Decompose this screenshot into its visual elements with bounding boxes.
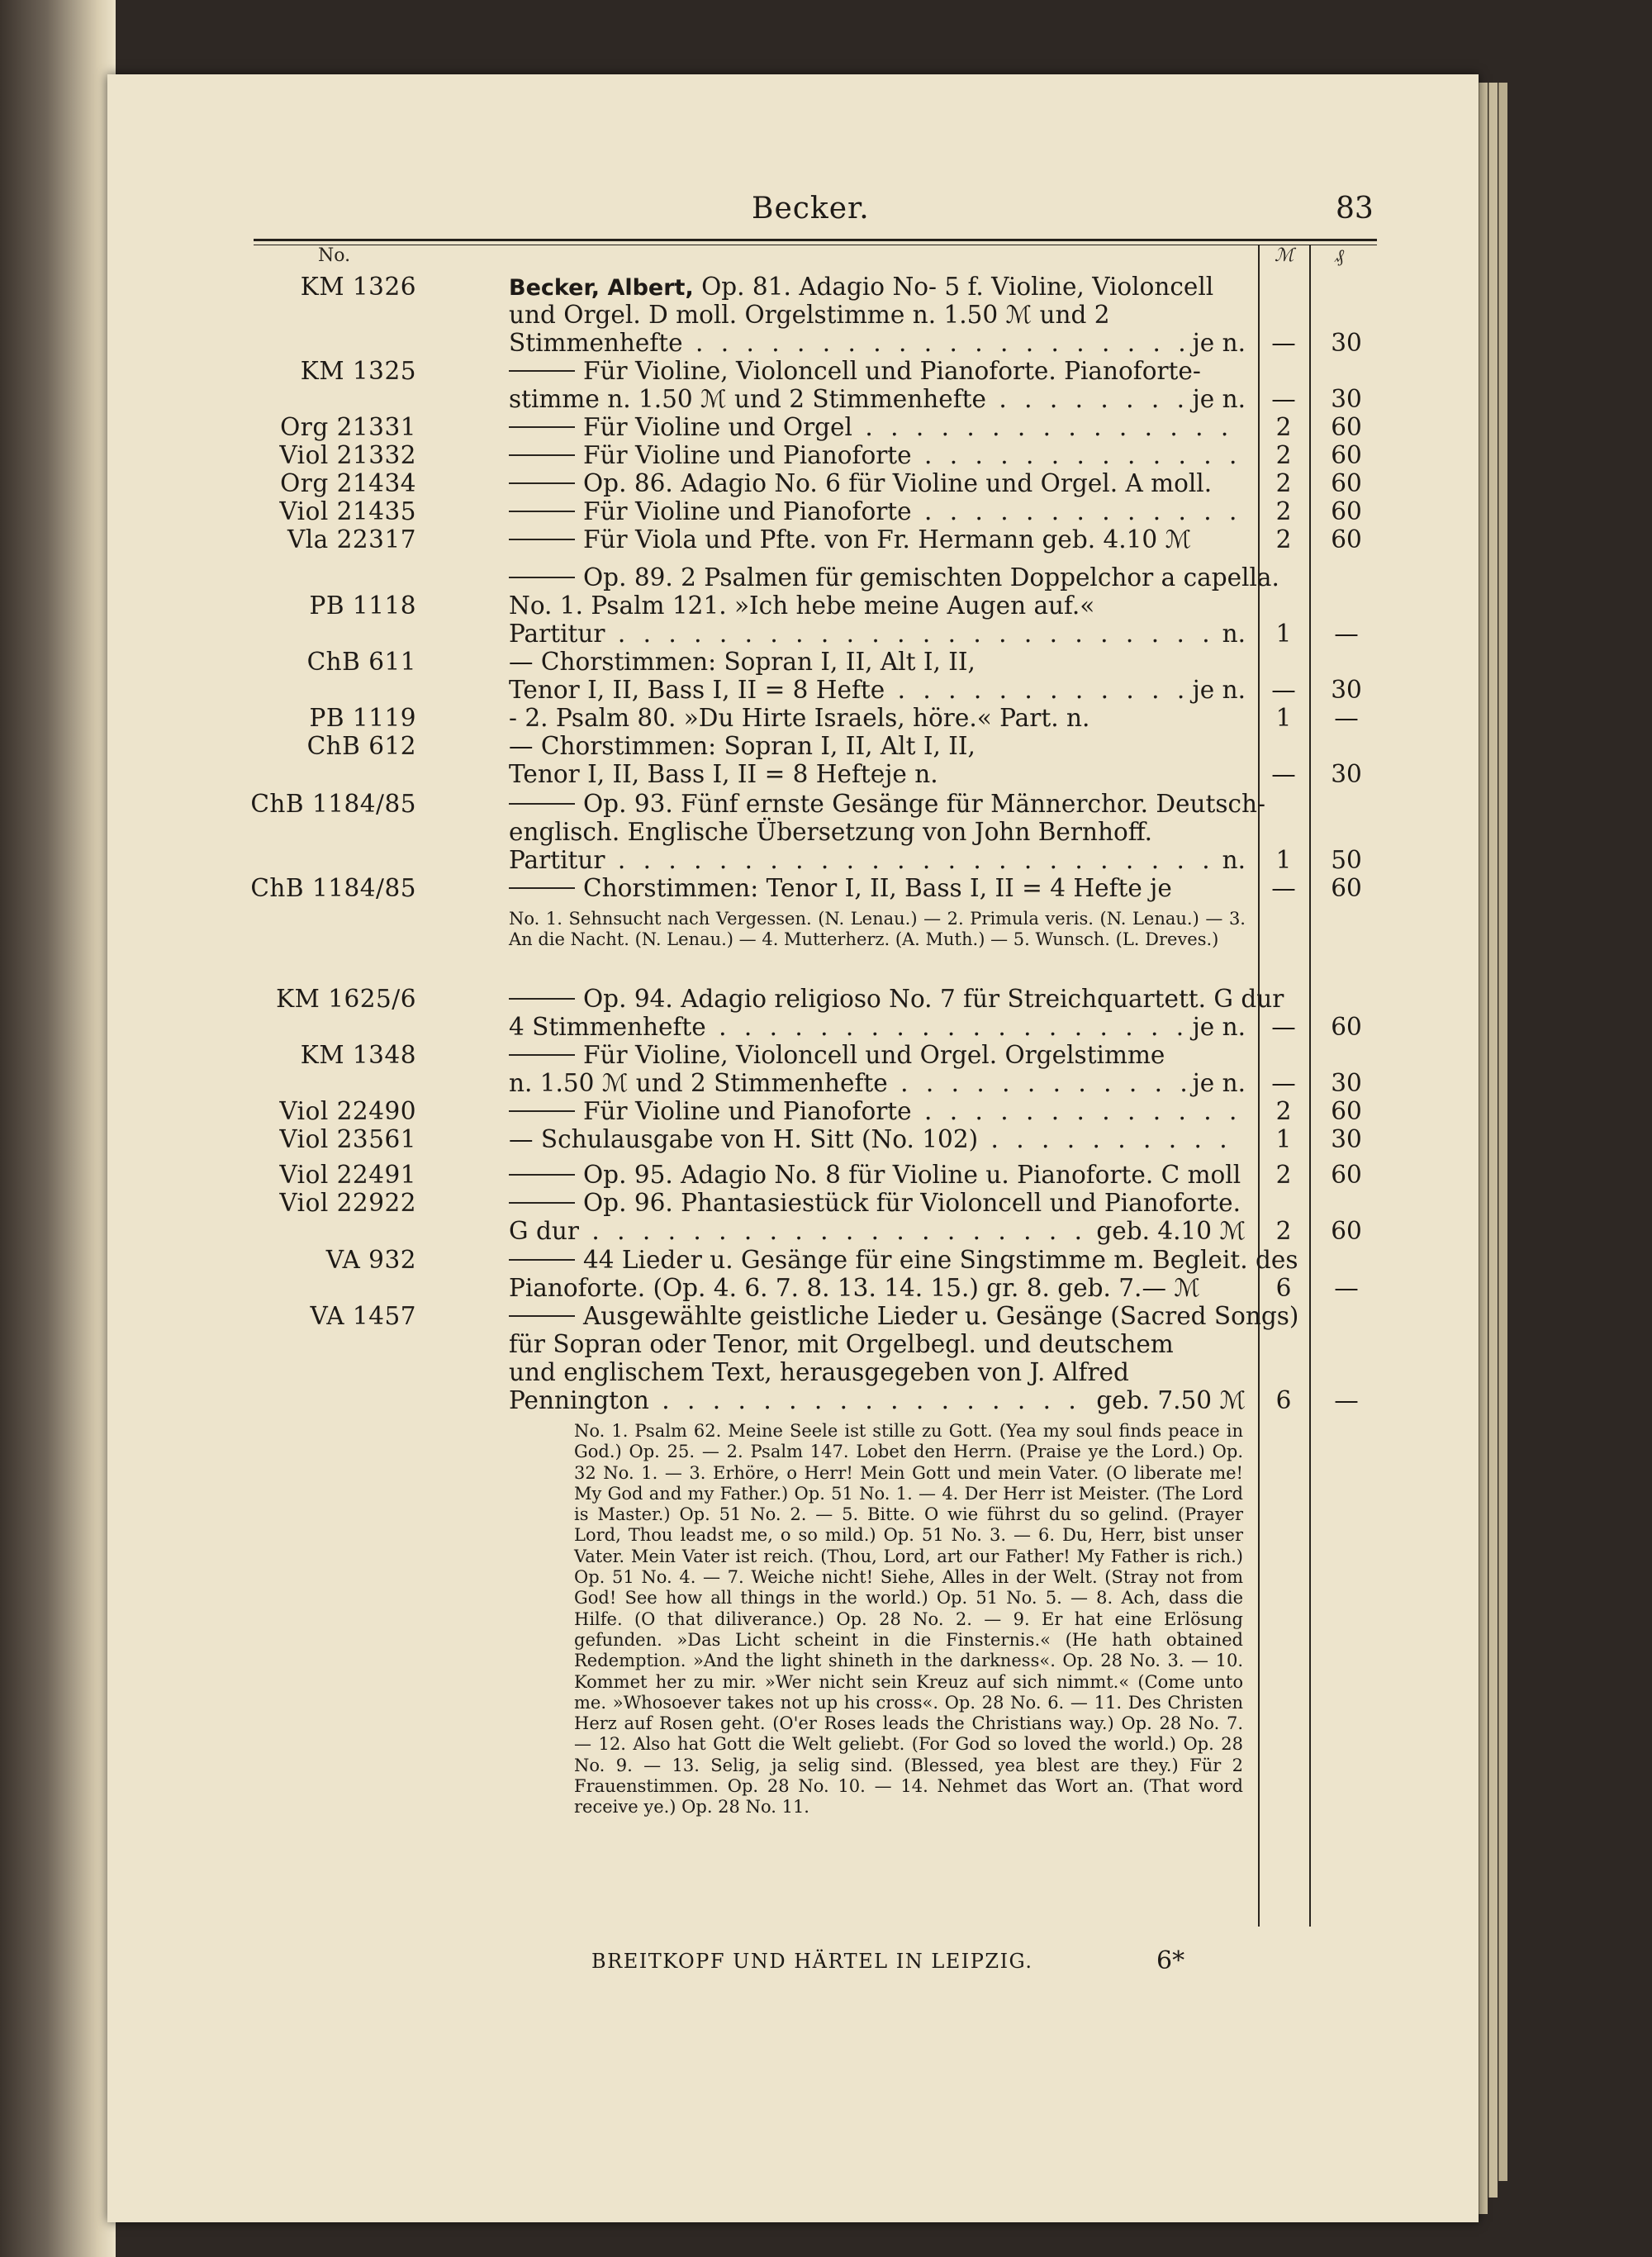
price-mark: — (1271, 676, 1296, 704)
entry-description: englisch. Englische Übersetzung von John Bernhoff. (509, 818, 1153, 846)
price-mark: 2 (1275, 1097, 1292, 1125)
leader-dots (912, 1097, 1246, 1125)
price-pfennig: 50 (1331, 846, 1362, 874)
entry-description: Für Viola und Pfte. von Fr. Hermann geb. 4.10 ℳ (583, 525, 1192, 554)
catalog-number: Org 21434 (280, 469, 416, 497)
leader-dots (852, 413, 1246, 441)
entry-text (509, 1125, 1246, 1153)
catalog-number: ChB 612 (306, 732, 416, 760)
catalog-number: Viol 22922 (279, 1189, 416, 1217)
entry-text (509, 1189, 1246, 1217)
entry-text (509, 1097, 1246, 1125)
ditto-dash (509, 511, 575, 512)
entry-text (509, 1013, 1246, 1041)
ditto-dash (509, 998, 575, 1000)
table-row (0, 329, 1652, 357)
price-pfennig: 30 (1331, 676, 1362, 704)
price-pfennig: 60 (1331, 1097, 1362, 1125)
price-mark: 1 (1275, 620, 1292, 648)
entry-text (509, 760, 1246, 788)
column-header-mark: ℳ (1275, 245, 1294, 266)
catalog-number: Viol 22490 (279, 1097, 416, 1125)
price-mark: — (1271, 385, 1296, 413)
table-row (0, 525, 1652, 554)
running-header (0, 192, 1652, 233)
composer-name: Becker, Albert, (509, 275, 694, 301)
catalog-number: Org 21331 (280, 413, 416, 441)
price-pfennig: 60 (1331, 497, 1362, 525)
price-pfennig: 30 (1331, 385, 1362, 413)
ditto-dash (509, 1202, 575, 1204)
catalog-number: VA 932 (325, 1246, 416, 1274)
table-row (0, 818, 1652, 846)
price-mark: — (1271, 329, 1296, 357)
table-row (0, 648, 1652, 676)
price-pfennig: 60 (1331, 874, 1362, 902)
entry-text (509, 676, 1246, 704)
table-row (0, 874, 1652, 902)
table-row (0, 732, 1652, 760)
page-title: Becker. (752, 192, 870, 226)
page-number: 83 (1336, 192, 1374, 226)
entry-description: 44 Lieder u. Gesänge für eine Singstimme m. Begleit. des (583, 1246, 1298, 1274)
entry-description: Für Violine, Violoncell und Orgel. Orgelstimme (583, 1041, 1165, 1069)
catalog-number: Viol 22491 (279, 1161, 416, 1189)
table-row (0, 1386, 1652, 1414)
leader-dots (912, 497, 1246, 525)
leader-dots (978, 1125, 1246, 1153)
entry-text (509, 732, 1246, 760)
entry-text (509, 413, 1246, 441)
entry-price-note: je n. (1192, 676, 1246, 704)
entry-text (509, 301, 1246, 329)
entry-description: — Chorstimmen: Sopran I, II, Alt I, II, (509, 648, 976, 676)
leader-dots (649, 1386, 1096, 1414)
table-row (0, 1013, 1652, 1041)
entry-text (509, 441, 1246, 469)
entry-text (509, 1069, 1246, 1097)
leader-dots (986, 385, 1193, 413)
entry-price-note: je n. (1192, 385, 1246, 413)
entry-price-note: je n. (1192, 1013, 1246, 1041)
entry-text (509, 874, 1246, 902)
price-mark: 1 (1275, 846, 1292, 874)
table-row (0, 1217, 1652, 1245)
ditto-dash (509, 1110, 575, 1112)
table-row (0, 760, 1652, 788)
leader-dots (706, 1013, 1193, 1041)
price-pfennig: — (1334, 1386, 1359, 1414)
entry-text (509, 985, 1284, 1013)
ditto-dash (509, 1315, 575, 1317)
price-pfennig: — (1334, 704, 1359, 732)
catalog-number: ChB 1184/85 (250, 790, 416, 818)
entry-text (509, 385, 1246, 413)
entry-price-note: n. (1222, 620, 1246, 648)
entry-text (509, 563, 1279, 592)
entry-description: Für Violine, Violoncell und Pianoforte. Pianoforte- (583, 357, 1201, 385)
leader-dots (605, 846, 1222, 874)
ditto-dash (509, 482, 575, 484)
entry-text (509, 1246, 1298, 1274)
table-row (0, 790, 1652, 818)
table-row (0, 704, 1652, 732)
price-mark: — (1271, 1013, 1296, 1041)
price-mark: 2 (1275, 441, 1292, 469)
price-mark: — (1271, 760, 1296, 788)
entry-description: Für Violine und Pianoforte (583, 1097, 912, 1125)
table-row (0, 413, 1652, 441)
entry-price-note: n. (1222, 846, 1246, 874)
entry-description: Partitur (509, 620, 605, 648)
catalog-number: VA 1457 (310, 1302, 416, 1330)
entry-description: Partitur (509, 846, 605, 874)
entry-description: Pennington (509, 1386, 649, 1414)
entry-text (509, 1358, 1246, 1386)
ditto-dash (509, 370, 575, 372)
entry-price-note: geb. 4.10 ℳ (1096, 1217, 1246, 1245)
entry-description: Ausgewählte geistliche Lieder u. Gesänge (Sacred Songs) (583, 1302, 1299, 1330)
entry-description: Für Violine und Orgel (583, 413, 852, 441)
ditto-dash (509, 577, 575, 578)
table-row (0, 469, 1652, 497)
entry-description: Op. 93. Fünf ernste Gesänge für Männerchor. Deutsch- (583, 790, 1265, 818)
price-mark: 2 (1275, 525, 1292, 554)
table-row (0, 1246, 1652, 1274)
leader-dots (605, 620, 1222, 648)
entry-description: und englischem Text, herausgegeben von J. Alfred (509, 1358, 1129, 1386)
ditto-dash (509, 1174, 575, 1176)
entry-text (509, 1386, 1246, 1414)
catalog-number: KM 1348 (300, 1041, 416, 1069)
table-row (0, 563, 1652, 592)
catalog-number: KM 1625/6 (276, 985, 416, 1013)
catalog-number: PB 1119 (309, 704, 416, 732)
column-header-no: No. (318, 245, 351, 266)
entry-description: für Sopran oder Tenor, mit Orgelbegl. und deutschem (509, 1330, 1174, 1358)
table-row (0, 1041, 1652, 1069)
table-row (0, 497, 1652, 525)
table-row (0, 592, 1652, 620)
catalog-number: KM 1325 (300, 357, 416, 385)
entry-text (509, 525, 1246, 554)
catalog-number: Viol 23561 (279, 1125, 416, 1153)
publisher-footer: BREITKOPF UND HÄRTEL IN LEIPZIG. (591, 1950, 1033, 1973)
entry-description: n. 1.50 ℳ und 2 Stimmenhefte (509, 1069, 888, 1097)
table-row (0, 1189, 1652, 1217)
ditto-dash (509, 426, 575, 428)
table-row (0, 1161, 1652, 1189)
header-rule (254, 239, 1377, 241)
table-row (0, 1069, 1652, 1097)
table-row (0, 385, 1652, 413)
entry-text (509, 1217, 1246, 1245)
table-row (0, 846, 1652, 874)
price-mark: 2 (1275, 413, 1292, 441)
entry-text (509, 1161, 1246, 1189)
table-row (0, 1302, 1652, 1330)
entry-description: Chorstimmen: Tenor I, II, Bass I, II = 4 Hefte je (583, 874, 1172, 902)
ditto-dash (509, 1259, 575, 1261)
entry-text (509, 592, 1246, 620)
entry-text (509, 329, 1246, 357)
contents-note: No. 1. Psalm 62. Meine Seele ist stille zu Gott. (Yea my soul finds peace in God.) Op. 25. — 2. Psalm 147. Lobet den Herrn. (Praise ye the Lord.) Op. 32 No. 1. — 3. Erhöre, o Herr! Mein Gott und mein Vater. (O liberate me! My God and my Father.) Op. 51 No. 1. — 4. Der Herr ist Meister. (The Lord is Master.) Op. 51 No. 2. — 5. Bitte. O wie führst du so gelind. (Prayer Lord, Thou leadst me, o so mild.) Op. 51 No. 3. — 6. Du, Herr, bist unser Vater. Mein Vater ist reich. (Thou, Lord, art our Father! My Father is rich.) Op. 51 No. 4. — 7. Weiche nicht! Siehe, Alles in der Welt. (Stray not from God! See how all things in the world.) Op. 51 No. 5. — 8. Ach, dass die Hilfe. (O that diliverance.) Op. 28 No. 2. — 9. Er hat eine Erlösung gefunden. »Das Licht scheint in die Finsternis.« (He hath obtained Redemption. »And the light shineth in the darkness«. Op. 28 No. 3. — 10. Kommet her zu mir. »Wer nicht sein Kreuz auf sich nimmt.« (Come unto me. »Whosoever takes not up his cross«. Op. 28 No. 6. — 11. Des Christen Herz auf Rosen geht. (O'er Roses leads the Christians way.) Op. 28 No. 7. — 12. Also hat Gott die Welt geliebt. (For God so loved the world.) Op. 28 No. 9. — 13. Selig, ja selig sind. (Blessed, yea blest are they.) Für 2 Frauenstimmen. Op. 28 No. 10. — 14. Nehmet das Wort an. (That word receive ye.) Op. 28 No. 11. (574, 1421, 1243, 1817)
entry-text (509, 497, 1246, 525)
table-row (0, 1330, 1652, 1358)
ditto-dash (509, 539, 575, 540)
table-row (0, 1097, 1652, 1125)
entry-description: Stimmenhefte (509, 329, 683, 357)
signature-mark: 6* (1156, 1946, 1185, 1975)
entry-description: Tenor I, II, Bass I, II = 8 Hefte (509, 760, 885, 788)
price-pfennig: 60 (1331, 413, 1362, 441)
entry-text (509, 846, 1246, 874)
entry-description: Op. 89. 2 Psalmen für gemischten Doppelchor a capella. (583, 563, 1279, 592)
ditto-dash (509, 887, 575, 889)
entry-description: - 2. Psalm 80. »Du Hirte Israels, höre.« Part. n. (509, 704, 1090, 732)
entry-description: und Orgel. D moll. Orgelstimme n. 1.50 ℳ und 2 (509, 301, 1110, 329)
entry-text (509, 620, 1246, 648)
price-mark: — (1271, 874, 1296, 902)
table-row (0, 357, 1652, 385)
table-row (0, 441, 1652, 469)
entry-text (509, 1302, 1299, 1330)
entry-description: stimme n. 1.50 ℳ und 2 Stimmenhefte (509, 385, 986, 413)
price-mark: 6 (1275, 1274, 1292, 1302)
entry-price-note: je n. (885, 760, 938, 788)
price-pfennig: 30 (1331, 329, 1362, 357)
price-mark: 2 (1275, 497, 1292, 525)
price-pfennig: 60 (1331, 441, 1362, 469)
entry-text (509, 790, 1265, 818)
entry-price-note: je n. (1192, 1069, 1246, 1097)
leader-dots (683, 329, 1193, 357)
entry-text (509, 469, 1246, 497)
table-row (0, 301, 1652, 329)
price-mark: 2 (1275, 1161, 1292, 1189)
entry-text (509, 648, 1246, 676)
entry-description: 4 Stimmenhefte (509, 1013, 706, 1041)
catalog-number: PB 1118 (309, 592, 416, 620)
price-mark: 6 (1275, 1386, 1292, 1414)
entry-description: Op. 94. Adagio religioso No. 7 für Streichquartett. G dur (583, 985, 1284, 1013)
price-pfennig: — (1334, 620, 1359, 648)
price-mark: 2 (1275, 1217, 1292, 1245)
leader-dots (885, 676, 1192, 704)
entry-description: Op. 95. Adagio No. 8 für Violine u. Pianoforte. C moll (583, 1161, 1241, 1189)
price-pfennig: 30 (1331, 1069, 1362, 1097)
catalog-number: Viol 21332 (279, 441, 416, 469)
leader-dots (888, 1069, 1193, 1097)
entry-text (509, 357, 1246, 385)
entry-description: G dur (509, 1217, 579, 1245)
entry-description: — Schulausgabe von H. Sitt (No. 102) (509, 1125, 979, 1153)
price-pfennig: 60 (1331, 469, 1362, 497)
entry-description: Für Violine und Pianoforte (583, 497, 912, 525)
entry-description: Tenor I, II, Bass I, II = 8 Hefte (509, 676, 885, 704)
ditto-dash (509, 454, 575, 456)
price-pfennig: 60 (1331, 1217, 1362, 1245)
price-pfennig: — (1334, 1274, 1359, 1302)
entry-text (509, 1274, 1246, 1302)
table-row (0, 1358, 1652, 1386)
column-header-pf: ₰ (1335, 246, 1344, 267)
entry-description: Op. 86. Adagio No. 6 für Violine und Orgel. A moll. (583, 469, 1213, 497)
price-pfennig: 60 (1331, 1013, 1362, 1041)
price-mark: 1 (1275, 1125, 1292, 1153)
table-row (0, 620, 1652, 648)
catalog-number: KM 1326 (300, 273, 416, 301)
ditto-dash (509, 1054, 575, 1056)
table-row (0, 985, 1652, 1013)
entry-price-note: je n. (1192, 329, 1246, 357)
price-mark: — (1271, 1069, 1296, 1097)
table-row (0, 1274, 1652, 1302)
price-pfennig: 60 (1331, 525, 1362, 554)
entry-description: Pianoforte. (Op. 4. 6. 7. 8. 13. 14. 15.) gr. 8. geb. 7.— ℳ (509, 1274, 1200, 1302)
ditto-dash (509, 803, 575, 805)
entry-text (509, 1041, 1246, 1069)
table-row (0, 1125, 1652, 1153)
entry-description: Für Violine und Pianoforte (583, 441, 912, 469)
leader-dots (579, 1217, 1096, 1245)
entry-text (509, 1330, 1246, 1358)
entry-text (509, 818, 1246, 846)
table-row (0, 273, 1652, 301)
entry-text (509, 704, 1246, 732)
table-row (0, 676, 1652, 704)
entry-text (509, 273, 1246, 302)
contents-note: No. 1. Sehnsucht nach Vergessen. (N. Lenau.) — 2. Primula veris. (N. Lenau.) — 3. An die Nacht. (N. Lenau.) — 4. Mutterherz. (A. Muth.) — 5. Wunsch. (L. Dreves.) (509, 909, 1246, 950)
catalog-number: ChB 611 (306, 648, 416, 676)
catalog-number: ChB 1184/85 (250, 874, 416, 902)
price-mark: 1 (1275, 704, 1292, 732)
entry-price-note: geb. 7.50 ℳ (1096, 1386, 1246, 1414)
price-pfennig: 30 (1331, 1125, 1362, 1153)
price-mark: 2 (1275, 469, 1292, 497)
entry-description: — Chorstimmen: Sopran I, II, Alt I, II, (509, 732, 976, 760)
leader-dots (912, 441, 1246, 469)
catalog-number: Vla 22317 (287, 525, 416, 554)
catalog-number: Viol 21435 (279, 497, 416, 525)
entry-description: Op. 96. Phantasiestück für Violoncell und Pianoforte. (583, 1189, 1241, 1217)
price-pfennig: 60 (1331, 1161, 1362, 1189)
price-pfennig: 30 (1331, 760, 1362, 788)
entry-description: Becker, Albert, Op. 81. Adagio No- 5 f. Violine, Violoncell (509, 273, 1214, 301)
entry-description: No. 1. Psalm 121. »Ich hebe meine Augen auf.« (509, 592, 1095, 620)
